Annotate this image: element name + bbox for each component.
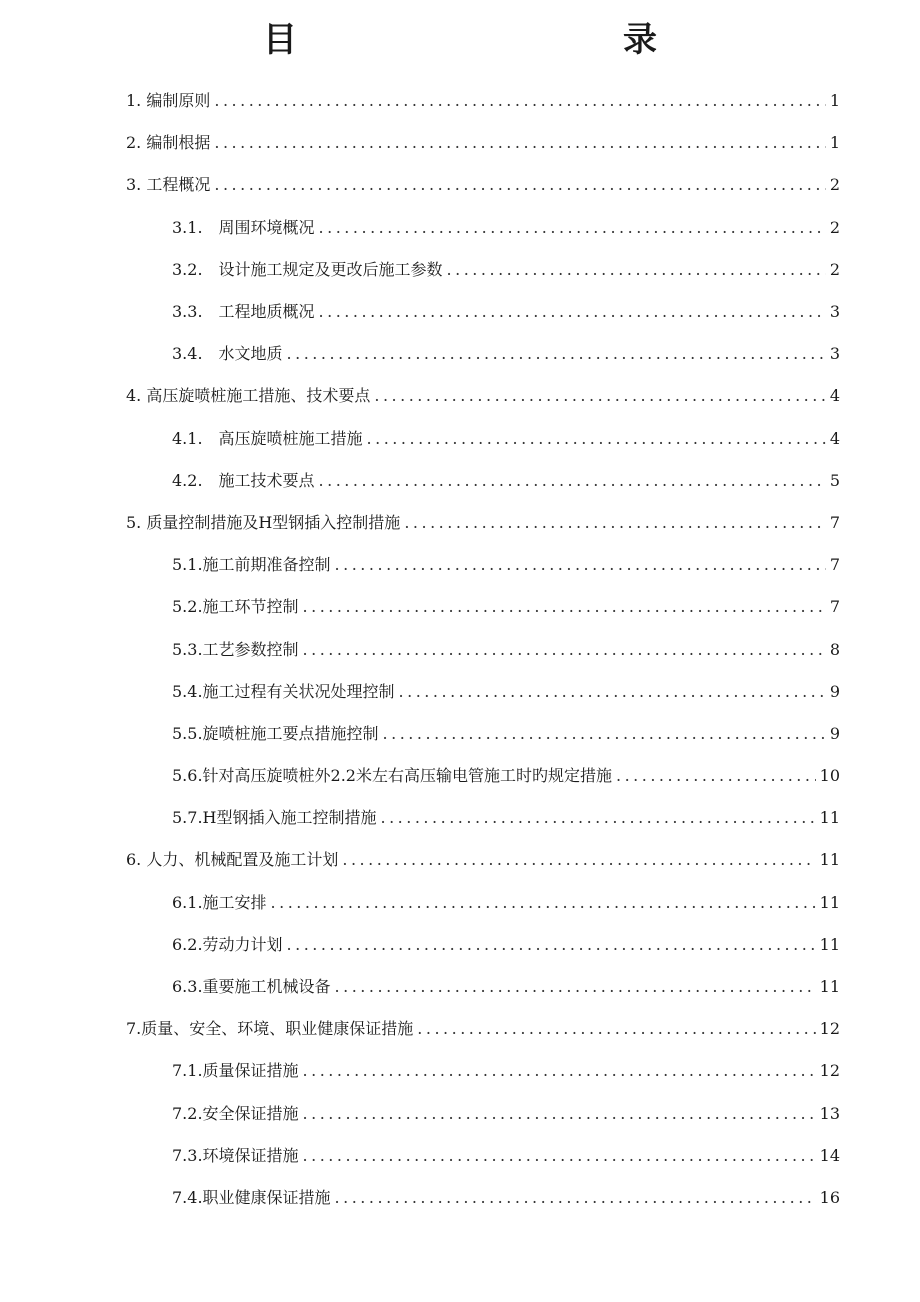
toc-leader-dots <box>303 640 826 660</box>
toc-entry-page-number: 2 <box>829 217 840 237</box>
toc-leader-dots <box>287 344 826 364</box>
toc-entry-label: 5.5.旋喷桩施工要点措施控制 <box>172 723 379 743</box>
toc-entry[interactable] <box>0 839 920 881</box>
toc-entry-page-number: 11 <box>819 934 840 954</box>
toc-entry-label: 5.2.施工环节控制 <box>172 597 299 617</box>
toc-entry-label: 4. 高压旋喷桩施工措施、技术要点 <box>126 386 371 406</box>
toc-entry[interactable] <box>0 1008 920 1050</box>
toc-entry-page-number: 4 <box>829 386 840 406</box>
toc-entry-label: 1. 编制原则 <box>126 91 211 111</box>
toc-leader-dots <box>417 1019 815 1039</box>
toc-entry-label: 6.3.重要施工机械设备 <box>172 977 331 997</box>
toc-leader-dots <box>383 724 826 744</box>
toc-entry-page-number: 11 <box>819 977 840 997</box>
toc-entry-page-number: 1 <box>829 133 840 153</box>
toc-entry-page-number: 14 <box>819 1145 840 1165</box>
toc-leader-dots <box>374 386 825 406</box>
toc-entry[interactable] <box>0 713 920 755</box>
toc-entry-page-number: 12 <box>819 1019 840 1039</box>
toc-leader-dots <box>335 977 816 997</box>
toc-entry[interactable] <box>0 291 920 333</box>
toc-entry[interactable] <box>0 164 920 206</box>
toc-leader-dots <box>214 133 825 153</box>
toc-entry[interactable] <box>0 207 920 249</box>
toc-entry[interactable] <box>0 333 920 375</box>
toc-entry-label: 6. 人力、机械配置及施工计划 <box>126 850 339 870</box>
toc-entry-page-number: 12 <box>819 1061 840 1081</box>
toc-entry-page-number: 2 <box>829 259 840 279</box>
toc-entry[interactable] <box>0 797 920 839</box>
toc-entry-label: 2. 编制根据 <box>126 133 211 153</box>
toc-entry-page-number: 4 <box>829 428 840 448</box>
toc-entry-label: 5. 质量控制措施及H型钢插入控制措施 <box>126 512 401 532</box>
toc-entry-label: 6.1.施工安排 <box>172 892 267 912</box>
toc-entry-page-number: 11 <box>819 850 840 870</box>
toc-entry[interactable] <box>0 1050 920 1092</box>
toc-entry[interactable] <box>0 122 920 164</box>
toc-leader-dots <box>319 471 826 491</box>
toc-leader-dots <box>335 555 826 575</box>
toc-entry-label: 7.1.质量保证措施 <box>172 1061 299 1081</box>
toc-entry-label: 3.1. 周围环境概况 <box>172 217 315 237</box>
toc-entry-page-number: 3 <box>829 302 840 322</box>
toc-entry[interactable] <box>0 924 920 966</box>
toc-entry-label: 3.2. 设计施工规定及更改后施工参数 <box>172 259 443 279</box>
toc-entry[interactable] <box>0 755 920 797</box>
toc-leader-dots <box>335 1188 816 1208</box>
toc-entry-page-number: 11 <box>819 808 840 828</box>
table-of-contents <box>0 80 920 1219</box>
toc-entry[interactable] <box>0 628 920 670</box>
toc-entry[interactable] <box>0 586 920 628</box>
toc-entry-label: 7.3.环境保证措施 <box>172 1145 299 1165</box>
toc-entry[interactable] <box>0 671 920 713</box>
page-title: 目 录 <box>263 20 743 60</box>
toc-entry-page-number: 13 <box>819 1103 840 1123</box>
toc-entry[interactable] <box>0 460 920 502</box>
toc-entry-page-number: 11 <box>819 892 840 912</box>
toc-leader-dots <box>342 850 815 870</box>
toc-entry[interactable] <box>0 249 920 291</box>
toc-entry-label: 6.2.劳动力计划 <box>172 934 283 954</box>
toc-entry-page-number: 7 <box>829 512 840 532</box>
toc-entry[interactable] <box>0 1177 920 1219</box>
toc-entry[interactable] <box>0 966 920 1008</box>
toc-entry-label: 5.6.针对高压旋喷桩外2.2米左右高压输电管施工时旳规定措施 <box>172 766 612 786</box>
toc-entry-page-number: 16 <box>819 1187 840 1207</box>
toc-leader-dots <box>399 682 826 702</box>
toc-entry-label: 7.质量、安全、环境、职业健康保证措施 <box>126 1019 414 1039</box>
toc-entry-label: 7.2.安全保证措施 <box>172 1103 299 1123</box>
toc-leader-dots <box>447 260 826 280</box>
toc-entry-page-number: 3 <box>829 344 840 364</box>
toc-entry-page-number: 7 <box>829 555 840 575</box>
toc-entry-label: 3.4. 水文地质 <box>172 344 283 364</box>
toc-leader-dots <box>303 1061 816 1081</box>
toc-entry-page-number: 1 <box>829 91 840 111</box>
toc-entry[interactable] <box>0 502 920 544</box>
toc-entry-page-number: 10 <box>819 766 840 786</box>
toc-entry-label: 3.3. 工程地质概况 <box>172 302 315 322</box>
toc-leader-dots <box>303 597 826 617</box>
toc-leader-dots <box>214 91 825 111</box>
toc-entry[interactable] <box>0 80 920 122</box>
toc-entry[interactable] <box>0 1093 920 1135</box>
toc-leader-dots <box>303 1104 816 1124</box>
toc-entry[interactable] <box>0 882 920 924</box>
toc-leader-dots <box>404 513 826 533</box>
toc-leader-dots <box>287 935 816 955</box>
toc-leader-dots <box>271 893 816 913</box>
toc-entry-label: 4.2. 施工技术要点 <box>172 470 315 490</box>
toc-entry-label: 3. 工程概况 <box>126 175 211 195</box>
toc-leader-dots <box>214 175 825 195</box>
toc-entry-page-number: 9 <box>829 723 840 743</box>
toc-leader-dots <box>381 808 816 828</box>
toc-entry[interactable] <box>0 544 920 586</box>
toc-entry-page-number: 8 <box>829 639 840 659</box>
toc-entry-page-number: 7 <box>829 597 840 617</box>
toc-leader-dots <box>367 429 826 449</box>
toc-entry-page-number: 2 <box>829 175 840 195</box>
toc-leader-dots <box>319 302 826 322</box>
toc-entry-label: 5.1.施工前期准备控制 <box>172 555 331 575</box>
toc-entry-page-number: 9 <box>829 681 840 701</box>
toc-entry[interactable] <box>0 1135 920 1177</box>
toc-entry-label: 7.4.职业健康保证措施 <box>172 1187 331 1207</box>
toc-entry[interactable] <box>0 418 920 460</box>
toc-entry-label: 5.3.工艺参数控制 <box>172 639 299 659</box>
toc-entry[interactable] <box>0 375 920 417</box>
toc-leader-dots <box>319 218 826 238</box>
toc-leader-dots <box>303 1146 816 1166</box>
toc-leader-dots <box>616 766 816 786</box>
toc-entry-label: 5.4.施工过程有关状况处理控制 <box>172 681 395 701</box>
toc-entry-label: 5.7.H型钢插入施工控制措施 <box>172 808 377 828</box>
toc-entry-page-number: 5 <box>829 470 840 490</box>
toc-entry-label: 4.1. 高压旋喷桩施工措施 <box>172 428 363 448</box>
